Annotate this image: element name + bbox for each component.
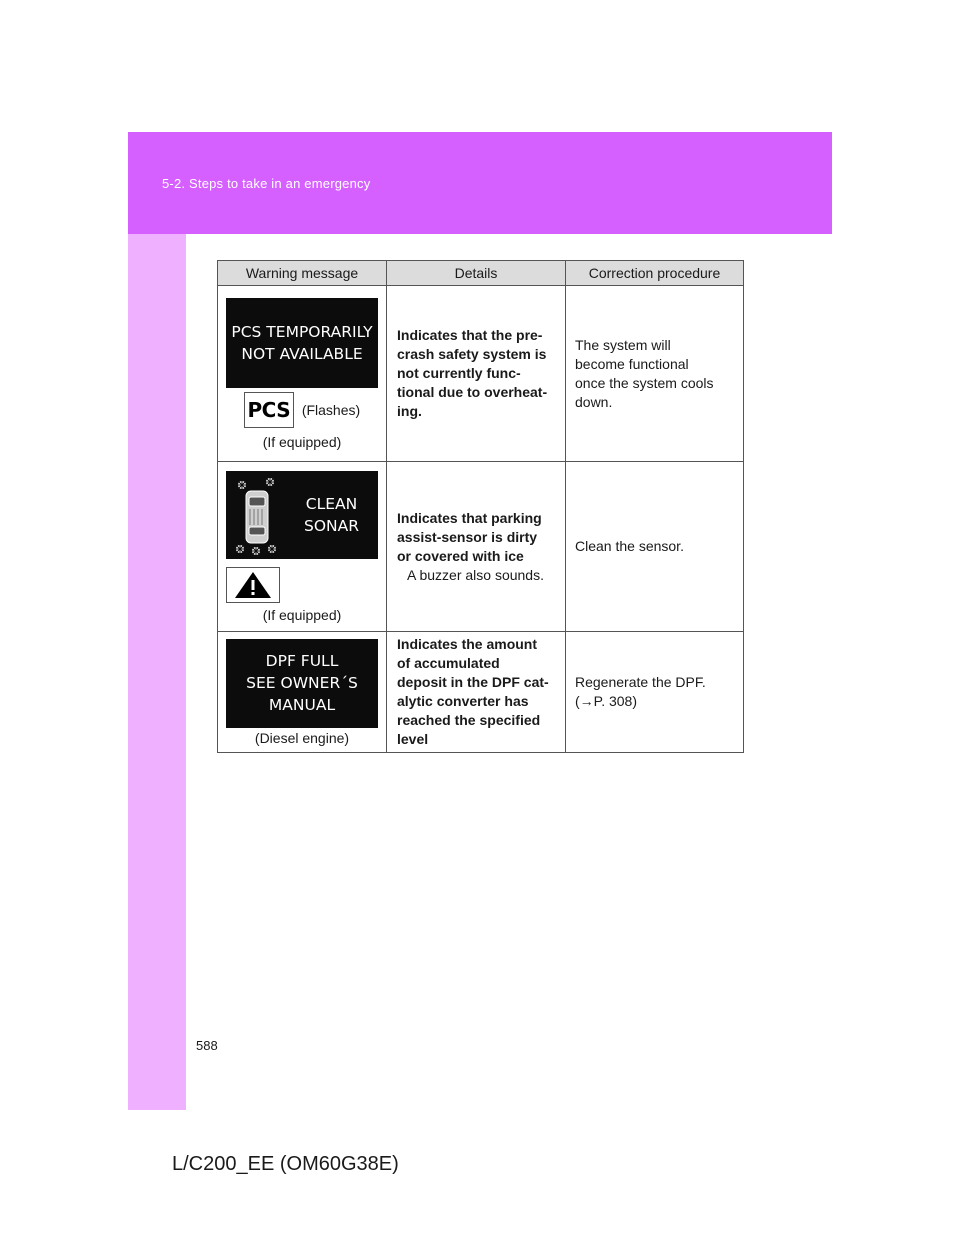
correction-line: Regenerate the DPF. (575, 674, 706, 690)
correction-line: become functional (575, 355, 689, 372)
details-line: Indicates that the pre- (397, 327, 543, 343)
correction-line: once the system cools (575, 374, 714, 391)
clean-sonar-display-screen (226, 471, 378, 559)
page-number: 588 (196, 1038, 218, 1053)
display-line: MANUAL (268, 696, 336, 714)
display-line: PCS TEMPORARILY (231, 322, 373, 341)
details-cell (387, 462, 566, 632)
display-line: CLEAN (305, 494, 358, 513)
dpf-full-display-screen (226, 639, 378, 728)
details-note: A buzzer also sounds. (407, 566, 544, 583)
display-line: SONAR (304, 516, 360, 535)
details-line: crash safety system is (397, 346, 547, 362)
correction-cell (566, 286, 744, 462)
details-line: deposit in the DPF cat- (397, 674, 549, 690)
warning-triangle-icon (226, 567, 280, 603)
document-code: L/C200_EE (OM60G38E) (172, 1153, 399, 1175)
details-line: not currently func- (397, 365, 521, 381)
column-header-details: Details (387, 261, 566, 286)
condition-label: (If equipped) (262, 433, 342, 450)
correction-line: down. (575, 393, 613, 410)
flashes-note: (Flashes) (301, 401, 361, 418)
correction-cell (566, 632, 744, 753)
sensor-snowflake-icon (236, 544, 245, 554)
display-line: SEE OWNER´S (246, 674, 358, 692)
correction-line: Clean the sensor. (575, 538, 684, 554)
side-tab-strip (128, 234, 186, 1110)
table-row (218, 462, 744, 632)
details-line: Indicates the amount (397, 636, 538, 652)
display-line: NOT AVAILABLE (241, 344, 363, 363)
details-line: assist-sensor is dirty (397, 528, 538, 545)
warning-message-cell (218, 462, 387, 632)
pcs-display-screen (226, 298, 378, 388)
warning-message-table (217, 260, 744, 753)
sensor-snowflake-icon (237, 480, 247, 490)
correction-cell (566, 462, 744, 632)
section-title: 5-2. Steps to take in an emergency (162, 176, 371, 191)
details-line: or covered with ice (397, 547, 524, 564)
condition-label: (If equipped) (262, 606, 342, 623)
details-line: ing. (397, 403, 422, 419)
display-line: DPF FULL (265, 652, 339, 670)
details-line: Indicates that parking (397, 509, 542, 526)
details-cell (387, 286, 566, 462)
details-line: of accumulated (397, 655, 500, 671)
details-line: tional due to overheat- (397, 384, 548, 400)
table-row (218, 632, 744, 753)
warning-message-cell (218, 286, 387, 462)
table-header-row (218, 261, 744, 286)
sensor-snowflake-icon (251, 546, 261, 555)
table-row (218, 286, 744, 462)
details-line: alytic converter has (397, 693, 529, 709)
correction-line: (→P. 308) (575, 693, 637, 709)
sensor-snowflake-icon (267, 544, 277, 554)
sensor-snowflake-icon (265, 477, 275, 487)
details-cell (387, 632, 566, 753)
pcs-indicator-icon: PCS (244, 392, 294, 428)
column-header-correction-procedure: Correction procedure (566, 261, 744, 286)
column-header-warning-message: Warning message (218, 261, 387, 286)
details-line: reached the specified (397, 712, 541, 728)
vehicle-sensor-icon (236, 477, 300, 555)
correction-line: The system will (575, 336, 671, 353)
condition-label: (Diesel engine) (254, 729, 350, 746)
details-line: level (397, 731, 429, 747)
warning-message-cell (218, 632, 387, 753)
vehicle-top-view (246, 491, 268, 543)
